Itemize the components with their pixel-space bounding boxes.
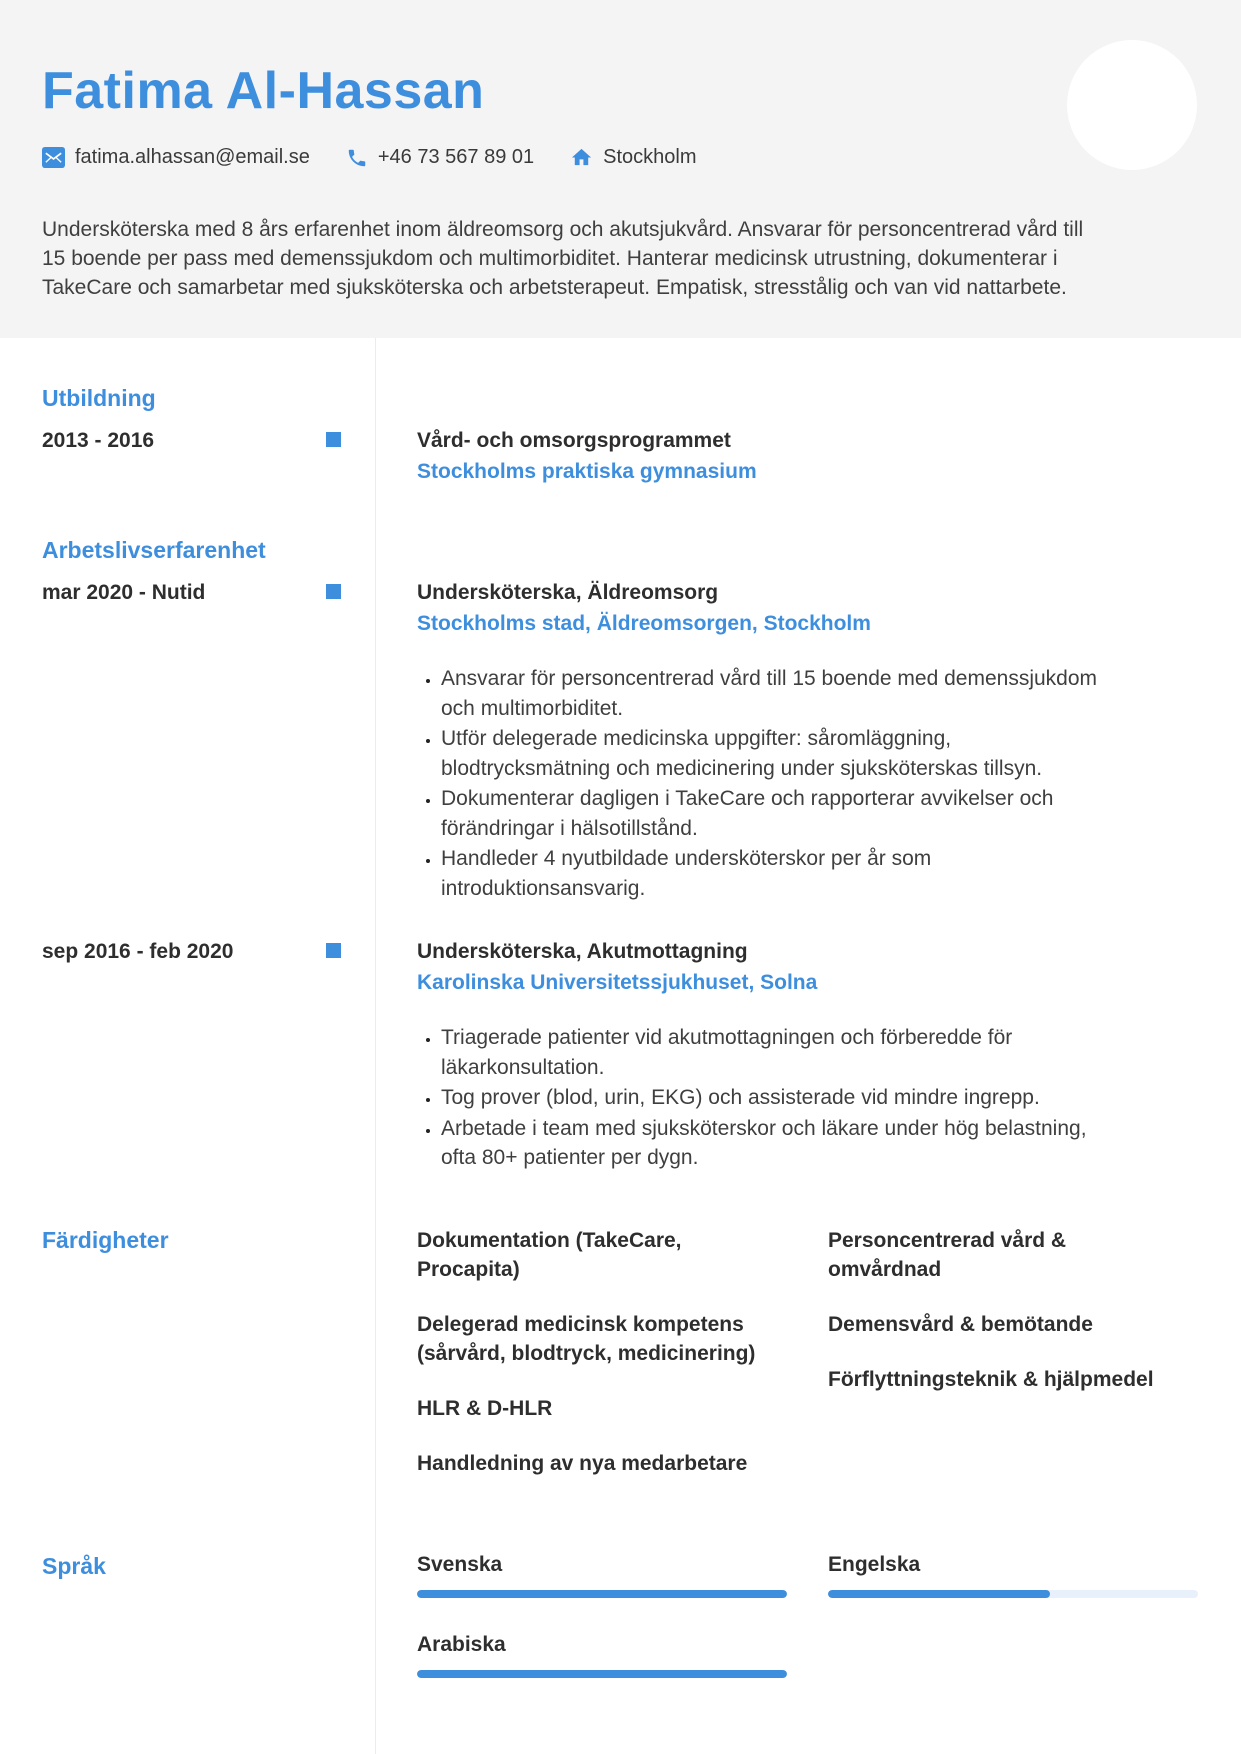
language-item — [828, 1552, 1198, 1598]
bullet-item: • Tog prover (blod, urin, EKG) och assisterade vid mindre ingrepp. — [441, 1083, 1097, 1113]
experience-entry-2 — [0, 938, 1241, 1174]
bullet-item: • Ansvarar för personcentrerad vård till 15 boende med demenssjukdom och multimorbiditet. — [441, 664, 1097, 723]
job2-date: sep 2016 - feb 2020 — [42, 940, 234, 964]
avatar — [1067, 40, 1197, 170]
education-entry — [0, 427, 1241, 486]
skill-item: Förflyttningsteknik & hjälpmedel — [828, 1367, 1154, 1391]
language-level-track — [828, 1590, 1198, 1598]
person-name: Fatima Al-Hassan — [42, 62, 485, 120]
contact-phone — [346, 146, 534, 169]
contact-phone-text: +46 73 567 89 01 — [377, 146, 535, 169]
timeline-marker — [326, 584, 341, 599]
language-level-fill — [417, 1670, 787, 1678]
job1-employer: Stockholms stad, Äldreomsorgen, Stockholm — [417, 612, 871, 636]
contact-location-text: Stockholm — [603, 146, 697, 169]
language-level-fill — [828, 1590, 1050, 1598]
job2-title: Undersköterska, Akutmottagning — [417, 940, 748, 964]
bullet-item: • Triagerade patienter vid akutmottagningen och förberedde för läkarkonsultation. — [441, 1023, 1097, 1082]
bullet-item: • Handleder 4 nyutbildade undersköterskor per år som introduktionsansvarig. — [441, 844, 1097, 903]
language-name: Svenska — [417, 1552, 503, 1576]
job1-bullet-list — [417, 664, 1097, 903]
section-heading-languages: Språk — [42, 1552, 106, 1579]
section-heading-skills: Färdigheter — [42, 1226, 169, 1253]
email-icon — [42, 146, 65, 169]
job1-date: mar 2020 - Nutid — [42, 581, 206, 605]
section-heading-education: Utbildning — [42, 385, 156, 412]
job2-employer: Karolinska Universitetssjukhuset, Solna — [417, 971, 818, 995]
skill-item: Dokumentation (TakeCare, Procapita) — [417, 1228, 682, 1281]
skill-item: Personcentrerad vård & omvårdnad — [828, 1228, 1067, 1281]
education-school: Stockholms praktiska gymnasium — [417, 460, 757, 484]
education-title: Vård- och omsorgsprogrammet — [417, 429, 731, 453]
skill-item: HLR & D-HLR — [417, 1396, 553, 1420]
job2-bullet-list — [417, 1023, 1097, 1173]
languages-grid — [417, 1552, 1198, 1678]
education-date: 2013 - 2016 — [42, 429, 155, 453]
language-level-fill — [417, 1590, 787, 1598]
skill-item: Delegerad medicinsk kompetens (sårvård, blodtryck, medicinering) — [417, 1312, 756, 1365]
bullet-item: • Dokumenterar dagligen i TakeCare och rapporterar avvikelser och förändringar i hälsotillstånd. — [441, 784, 1097, 843]
skill-item: Demensvård & bemötande — [828, 1312, 1093, 1336]
profile-summary: Undersköterska med 8 års erfarenhet inom äldreomsorg och akutsjukvård. Ansvarar för personcentrerad vård till 15 boende per pass med demenssjukdom och multimorbiditet. Hanterar medicinsk utrustning, dokumenterar i TakeCare och samarbetar med sjuksköterska och arbetsterapeut. Empatisk, stresstålig och van vid nattarbete. — [42, 218, 1084, 300]
language-level-track — [417, 1590, 787, 1598]
language-name: Engelska — [828, 1552, 921, 1576]
language-item — [417, 1632, 787, 1678]
bullet-item: • Utför delegerade medicinska uppgifter: såromläggning, blodtrycksmätning och medicinering under sjuksköterskas tillsyn. — [441, 724, 1097, 783]
contact-row — [42, 146, 1197, 169]
skills-column-1 — [417, 1226, 762, 1504]
skill-item: Handledning av nya medarbetare — [417, 1451, 748, 1475]
contact-email — [42, 146, 310, 169]
skills-grid — [417, 1226, 1197, 1504]
timeline-marker — [326, 432, 341, 447]
timeline-marker — [326, 943, 341, 958]
phone-icon — [346, 147, 368, 169]
section-heading-experience: Arbetslivserfarenhet — [42, 537, 266, 564]
resume-header — [0, 0, 1241, 338]
skills-section — [0, 1226, 1241, 1504]
experience-entry-1 — [0, 579, 1241, 904]
skills-column-2 — [828, 1226, 1183, 1504]
contact-location — [570, 146, 696, 169]
resume-body — [0, 338, 1241, 1754]
language-level-track — [417, 1670, 787, 1678]
job1-title: Undersköterska, Äldreomsorg — [417, 581, 719, 605]
home-icon — [570, 146, 593, 169]
languages-section — [0, 1552, 1241, 1678]
contact-email-text: fatima.alhassan@email.se — [75, 146, 310, 169]
language-item — [417, 1552, 787, 1598]
language-name: Arabiska — [417, 1632, 506, 1656]
bullet-item: • Arbetade i team med sjuksköterskor och läkare under hög belastning, ofta 80+ patienter per dygn. — [441, 1114, 1097, 1173]
